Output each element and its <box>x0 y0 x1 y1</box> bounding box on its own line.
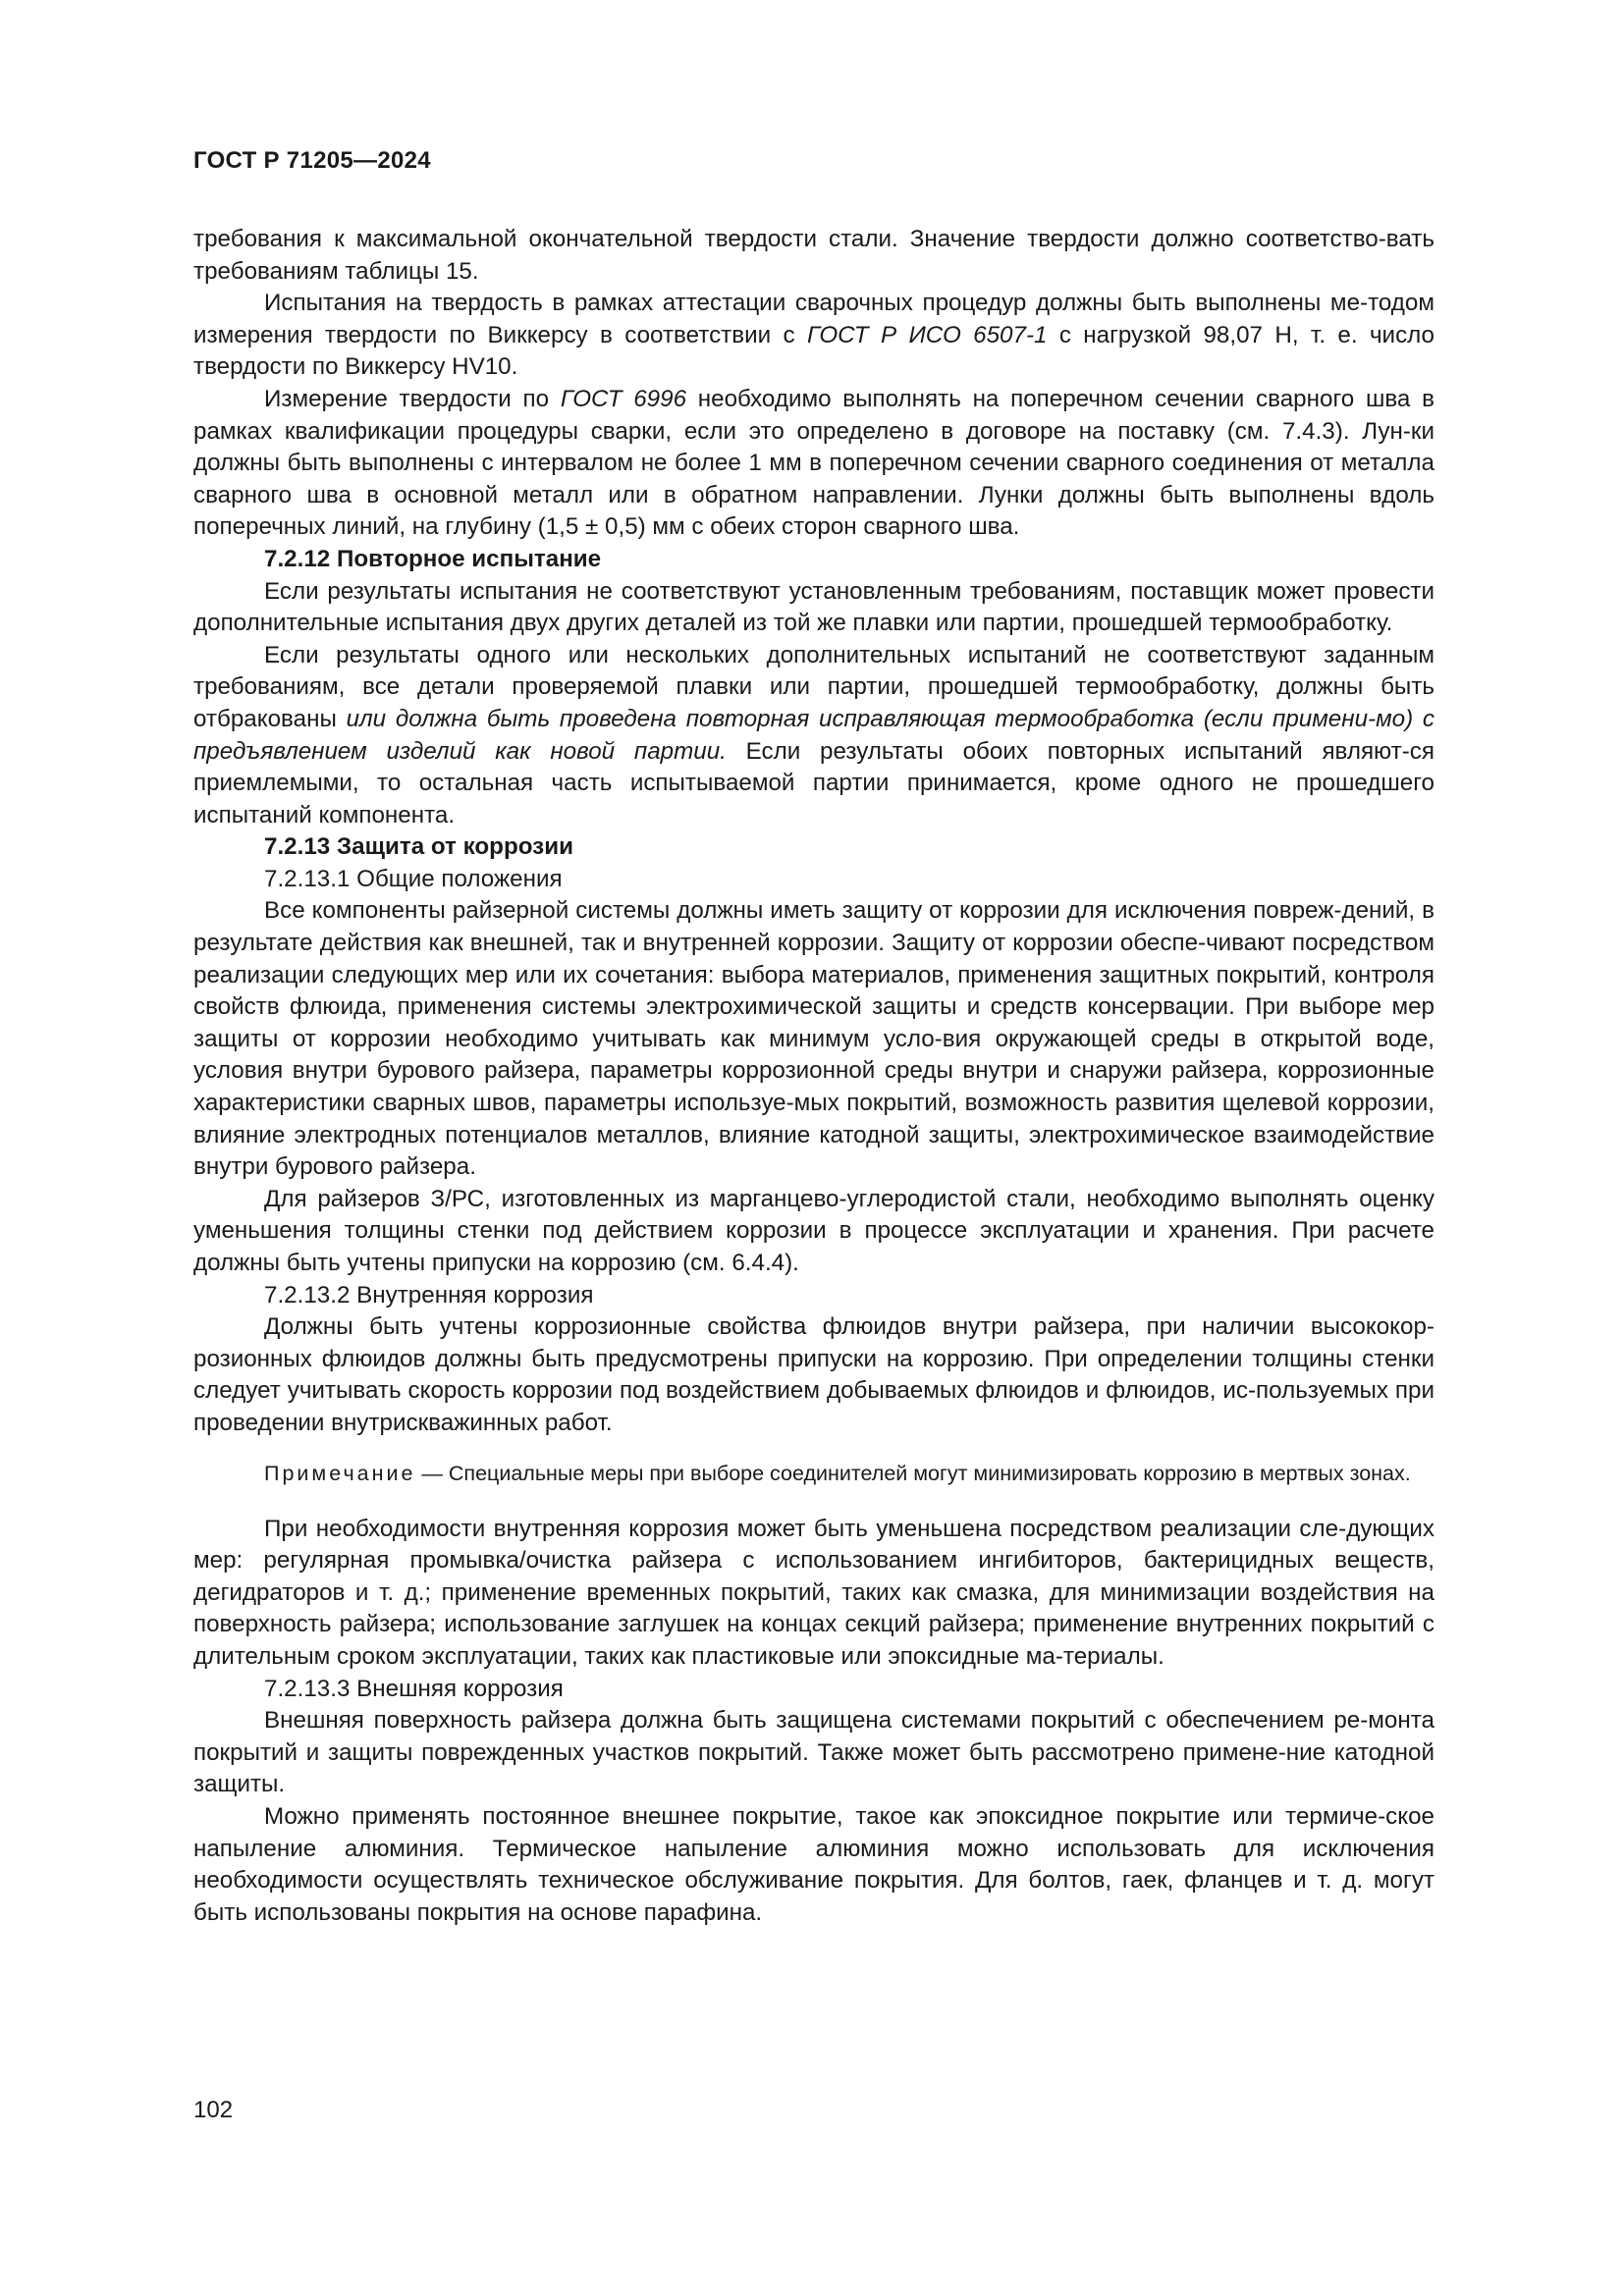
paragraph: 7.2.13.2 Внутренняя коррозия <box>264 1281 594 1308</box>
text-run: Испытания на твердость в рамках аттестации сварочных процедур должны быть выполнены ме-тодом измерения твердости по Виккерсу в соответствии с <box>193 290 1435 348</box>
paragraph: 7.2.13.1 Общие положения <box>264 865 563 892</box>
text-run: необходимо выполнять на поперечном сечении сварного шва в рамках квалификации процедуры сварки, если это определено в договоре на поставку (см. 7.4.3). Лун-ки должны быть выполнены с интервалом не более 1 мм в поперечном сечении сварного соединения от металла сварного шва в основной металл или в обратном направлении. Лунки должны быть выполнены вдоль поперечных линий, на глубину (1,5 ± 0,5) мм с обеих сторон сварного шва. <box>193 385 1435 541</box>
section-heading: 7.2.13 Защита от коррозии <box>264 833 573 861</box>
section-heading: 7.2.12 Повторное испытание <box>264 545 602 572</box>
note-text: — Специальные меры при выборе соединителей могут минимизировать коррозию в мертвых зонах. <box>415 1461 1411 1485</box>
paragraph: Если результаты испытания не соответствуют установленным требованиям, поставщик может провести дополнительные испытания двух других деталей из той же плавки или партии, прошедшей термообработку. <box>193 577 1435 637</box>
paragraph <box>193 384 1435 544</box>
document-header: ГОСТ Р 71205—2024 <box>193 147 431 174</box>
text-run: Измерение твердости по <box>264 385 561 412</box>
italic-text: ГОСТ 6996 <box>560 385 687 412</box>
page-number: 102 <box>193 2097 234 2123</box>
italic-text: или должна быть проведена повторная исправляющая термообработка (если примени-мо) с предъявлением изделий как новой партии. <box>193 705 1435 765</box>
paragraph: При необходимости внутренняя коррозия может быть уменьшена посредством реализации сле-дующих мер: регулярная промывка/очистка райзера с использованием ингибиторов, бактерицидных веществ, дегидраторов и т. д.; применение временных покрытий, таких как смазка, для минимизации воздействия на поверхность райзера; использование заглушек на концах секций райзера; применение внутренних покрытий с длительным сроком эксплуатации, таких как пластиковые или эпоксидные ма-териалы. <box>193 1515 1435 1670</box>
text-run: Если результаты обоих повторных испытаний являют-ся приемлемыми, то остальная часть испытываемой партии принимается, кроме одного не прошедшего испытаний компонента. <box>193 737 1435 828</box>
italic-text: ГОСТ Р ИСО 6507-1 <box>806 321 1048 348</box>
paragraph: Должны быть учтены коррозионные свойства флюидов внутри райзера, при наличии высококор-розионных флюидов должны быть предусмотрены припуски на коррозию. При определении толщины стенки следует учитывать скорость коррозии под воздействием добываемых флюидов и флюидов, ис-пользуемых при проведении внутрискважинных работ. <box>193 1313 1435 1436</box>
paragraph: Можно применять постоянное внешнее покрытие, такое как эпоксидное покрытие или термиче-ское напыление алюминия. Термическое напыление алюминия можно использовать для исключения необходимости осуществлять техническое обслуживание покрытия. Для болтов, гаек, фланцев и т. д. могут быть использованы покрытия на основе парафина. <box>193 1802 1435 1926</box>
paragraph: Все компоненты райзерной системы должны иметь защиту от коррозии для исключения повреж-дений, в результате действия как внешней, так и внутренней коррозии. Защиту от коррозии обеспе-чивают посредством реализации следующих мер или их сочетания: выбора материалов, применения защитных покрытий, контроля свойств флюида, применения системы электрохимической защиты и средств консервации. При выборе мер защиты от коррозии необходимо учитывать как минимум усло-вия окружающей среды в открытой воде, условия внутри бурового райзера, параметры коррозионной среды внутри и снаружи райзера, коррозионные характеристики сварных швов, параметры используе-мых покрытий, возможность развития щелевой коррозии, влияние электродных потенциалов металлов, влияние катодной защиты, электрохимическое взаимодействие внутри бурового райзера. <box>193 897 1435 1181</box>
note <box>193 1460 1435 1488</box>
document-body <box>193 224 1435 1929</box>
text-run: Если результаты одного или нескольких дополнительных испытаний не соответствуют заданным требованиям, все детали проверяемой плавки или партии, прошедшей термообработку, должны быть отбракованы <box>193 641 1435 732</box>
paragraph: Для райзеров З/РС, изготовленных из марганцево-углеродистой стали, необходимо выполнять оценку уменьшения толщины стенки под действием коррозии в процессе эксплуатации и хранения. При расчете должны быть учтены припуски на коррозию (см. 6.4.4). <box>193 1185 1435 1276</box>
paragraph-continuation: требования к максимальной окончательной твердости стали. Значение твердости должно соответство-вать требованиям таблицы 15. <box>193 226 1435 285</box>
paragraph <box>193 288 1435 384</box>
note-label: Примечание <box>264 1461 416 1485</box>
paragraph: Внешняя поверхность райзера должна быть защищена системами покрытий с обеспечением ре-монта покрытий и защиты поврежденных участков покрытий. Также может быть рассмотрено примене-ние катодной защиты. <box>193 1707 1435 1798</box>
text-run: с нагрузкой 98,07 Н, т. е. число твердости по Виккерсу HV10. <box>193 321 1435 381</box>
paragraph <box>193 640 1435 832</box>
paragraph: 7.2.13.3 Внешняя коррозия <box>264 1675 564 1702</box>
